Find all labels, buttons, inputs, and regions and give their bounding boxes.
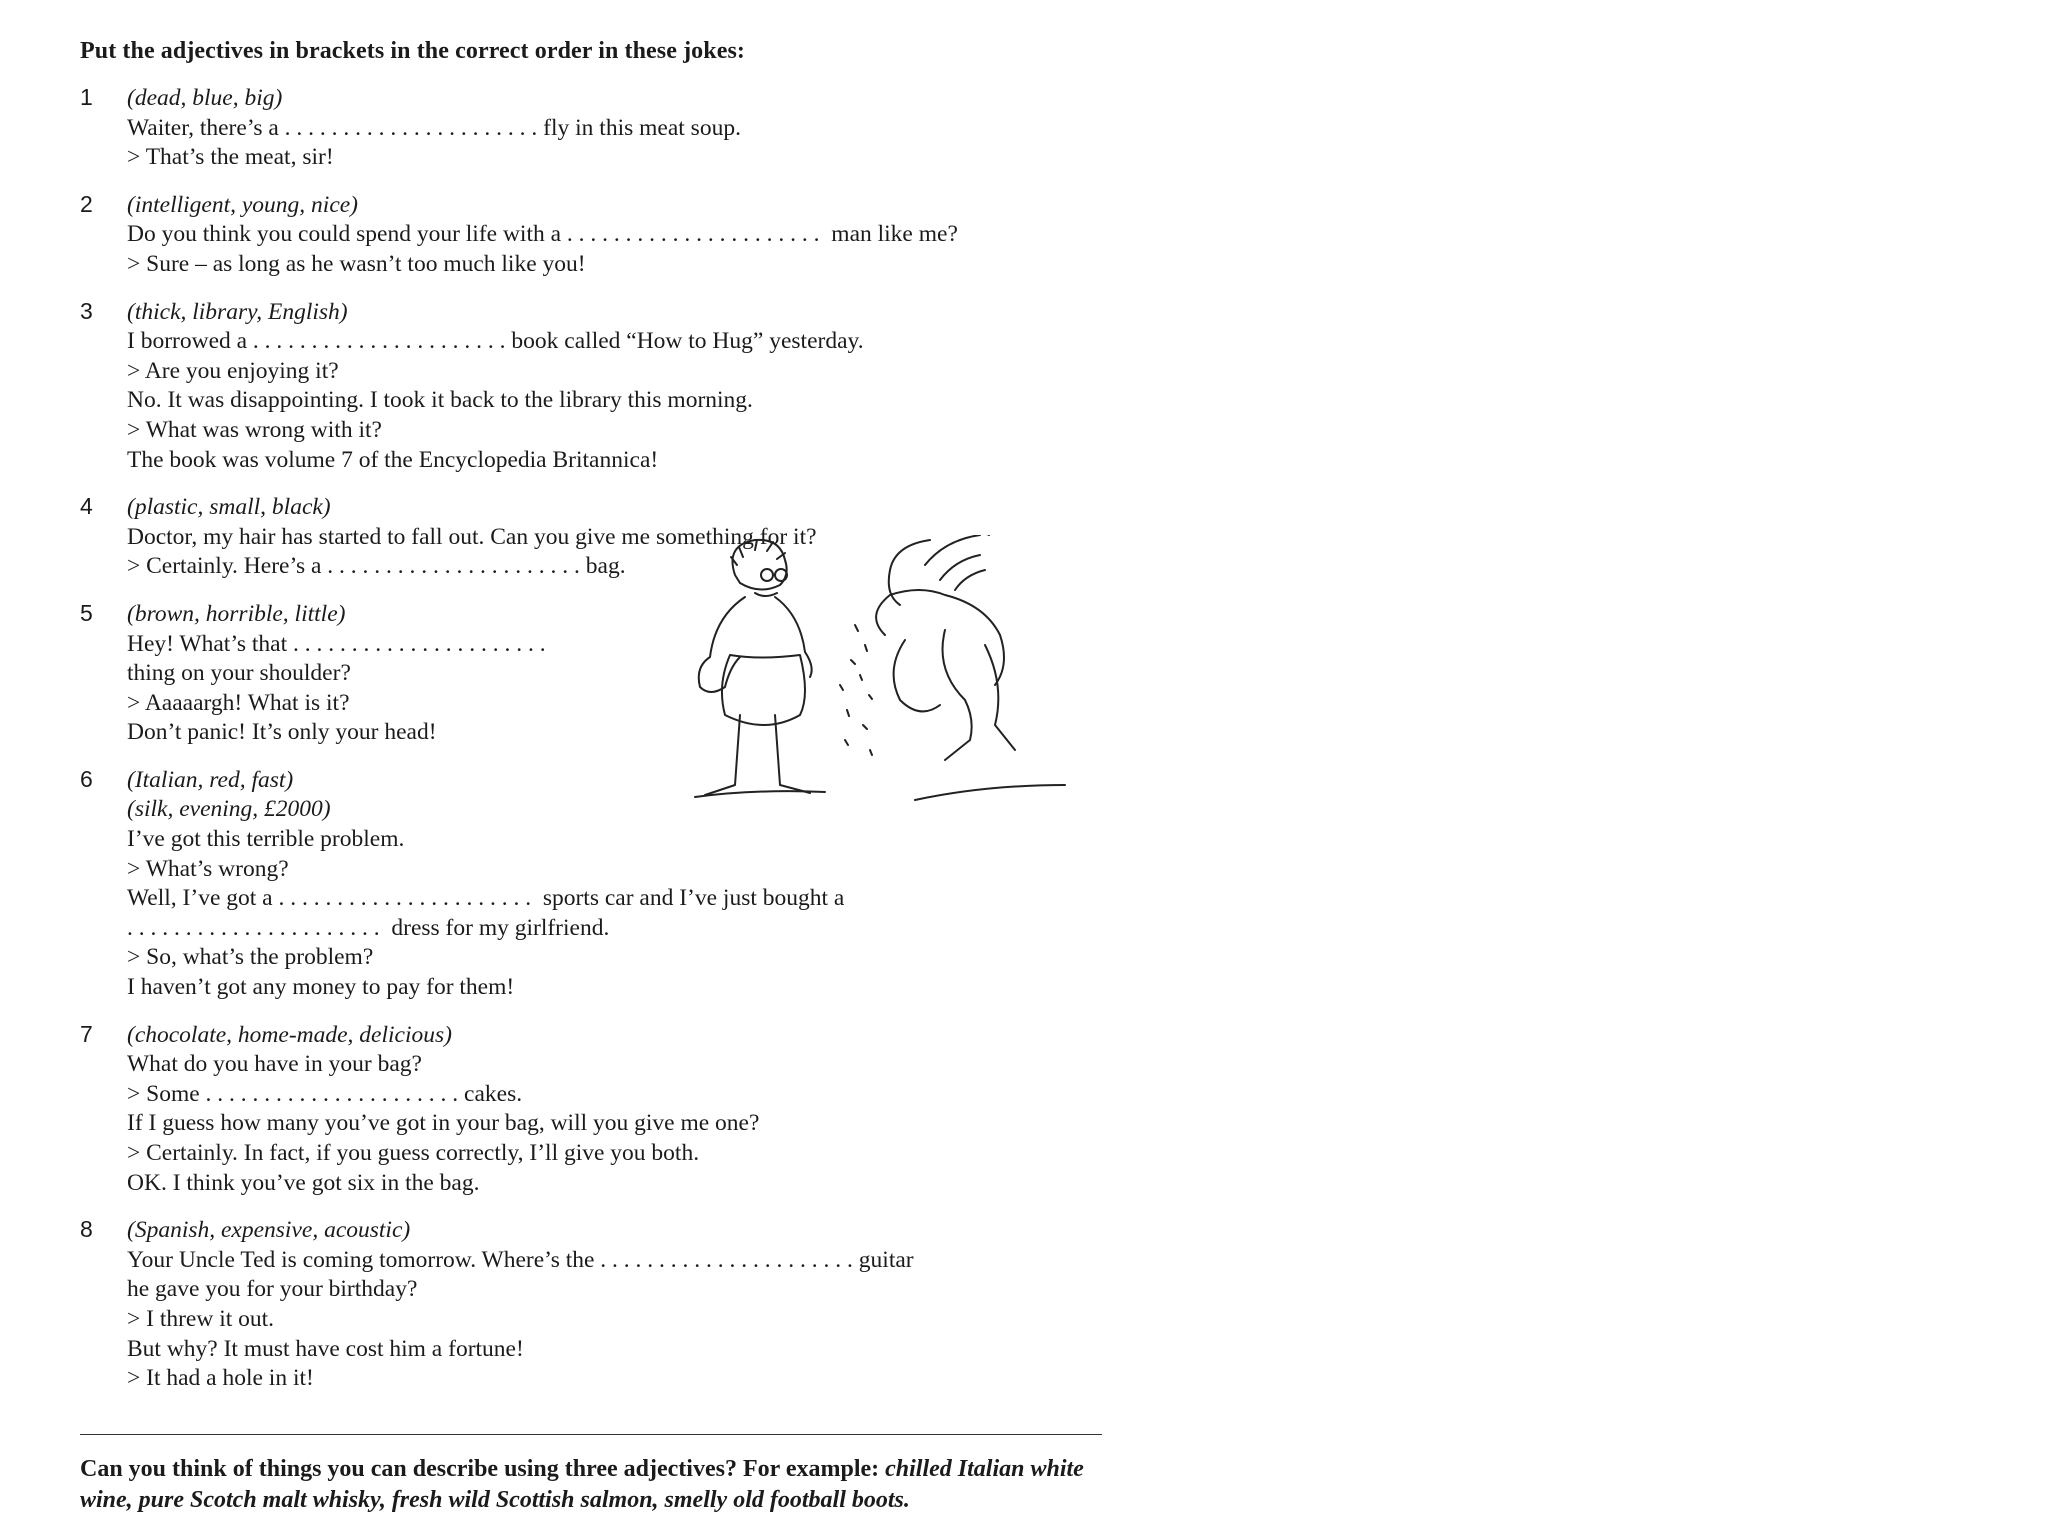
adjective-prompt: (Spanish, expensive, acoustic) bbox=[127, 1217, 411, 1244]
adjective-prompt: (intelligent, young, nice) bbox=[127, 191, 359, 218]
footer-question: Can you think of things you can describe using three adjectives? For example: bbox=[80, 1456, 886, 1482]
joke-line: > I threw it out. bbox=[127, 1305, 275, 1332]
joke-body bbox=[127, 191, 1120, 280]
joke-line: > Are you enjoying it? bbox=[127, 357, 339, 384]
cartoon-illustration bbox=[655, 535, 1075, 865]
joke-line: But why? It must have cost him a fortune! bbox=[127, 1335, 524, 1362]
joke-body bbox=[127, 298, 1120, 476]
joke-line: > Certainly. In fact, if you guess correctly, I’ll give you both. bbox=[127, 1140, 700, 1166]
footer-examples: chilled Italian white wine, pure Scotch malt whisky, fresh wild Scottish salmon, smelly old football boots. bbox=[80, 1456, 1084, 1513]
joke-line: thing on your shoulder? bbox=[127, 660, 351, 687]
joke-body bbox=[127, 1021, 1120, 1199]
joke-body bbox=[127, 1216, 1120, 1394]
joke-line: Well, I’ve got a . . . . . . . . . . . . . . . . . . . . . . sports car and I’ve just bought a bbox=[127, 885, 845, 912]
joke-number: 8 bbox=[80, 1216, 93, 1243]
joke-line: > It had a hole in it! bbox=[127, 1365, 314, 1392]
adjective-prompt: (dead, blue, big) bbox=[127, 85, 283, 111]
joke-line: > What was wrong with it? bbox=[127, 416, 382, 443]
joke-line: What do you have in your bag? bbox=[127, 1051, 422, 1078]
joke-item bbox=[80, 191, 1120, 280]
adjective-prompt: (silk, evening, £2000) bbox=[127, 796, 331, 823]
joke-line: > Sure – as long as he wasn’t too much like you! bbox=[127, 250, 586, 277]
instruction-heading: Put the adjectives in brackets in the correct order in these jokes: bbox=[80, 38, 746, 64]
joke-line: > Aaaaargh! What is it? bbox=[127, 689, 350, 716]
joke-line: > Some . . . . . . . . . . . . . . . . . . . . . . cakes. bbox=[127, 1080, 523, 1107]
joke-line: OK. I think you’ve got six in the bag. bbox=[127, 1169, 480, 1196]
joke-line: Your Uncle Ted is coming tomorrow. Where’s the . . . . . . . . . . . . . . . . . . . . . . guitar bbox=[127, 1246, 914, 1273]
joke-line: If I guess how many you’ve got in your bag, will you give me one? bbox=[127, 1110, 760, 1137]
adjective-prompt: (brown, horrible, little) bbox=[127, 600, 346, 627]
joke-line: Do you think you could spend your life with a . . . . . . . . . . . . . . . . . . . . . . man like me? bbox=[127, 221, 958, 248]
joke-item bbox=[80, 84, 1120, 173]
adjective-prompt: (Italian, red, fast) bbox=[127, 766, 294, 793]
joke-number: 3 bbox=[80, 297, 93, 324]
joke-number: 5 bbox=[80, 599, 93, 626]
joke-line: Don’t panic! It’s only your head! bbox=[127, 719, 437, 746]
joke-number: 4 bbox=[80, 493, 93, 520]
joke-body bbox=[127, 84, 1120, 173]
joke-line: he gave you for your birthday? bbox=[127, 1276, 418, 1303]
joke-number: 7 bbox=[80, 1020, 93, 1047]
joke-item bbox=[80, 298, 1120, 476]
joke-number: 6 bbox=[80, 765, 93, 792]
joke-line: Hey! What’s that . . . . . . . . . . . . . . . . . . . . . . bbox=[127, 630, 546, 657]
adjective-prompt: (plastic, small, black) bbox=[127, 494, 331, 521]
joke-item bbox=[80, 1216, 1120, 1394]
section-divider bbox=[80, 1434, 1102, 1435]
joke-line: I borrowed a . . . . . . . . . . . . . . . . . . . . . . book called “How to Hug” yesterday. bbox=[127, 328, 864, 355]
joke-line: > What’s wrong? bbox=[127, 855, 289, 882]
joke-line: No. It was disappointing. I took it back to the library this morning. bbox=[127, 387, 753, 414]
joke-line: The book was volume 7 of the Encyclopedia Britannica! bbox=[127, 446, 659, 473]
joke-number: 2 bbox=[80, 190, 93, 217]
footer-prompt bbox=[80, 1454, 1120, 1516]
joke-line: . . . . . . . . . . . . . . . . . . . . . . dress for my girlfriend. bbox=[127, 914, 610, 941]
joke-item bbox=[80, 1021, 1120, 1199]
joke-line: Waiter, there’s a . . . . . . . . . . . . . . . . . . . . . . fly in this meat soup. bbox=[127, 114, 741, 141]
adjective-prompt: (thick, library, English) bbox=[127, 298, 348, 325]
joke-line: I’ve got this terrible problem. bbox=[127, 826, 405, 853]
joke-line: > Certainly. Here’s a . . . . . . . . . . . . . . . . . . . . . . bag. bbox=[127, 553, 626, 580]
adjective-prompt: (chocolate, home-made, delicious) bbox=[127, 1021, 452, 1048]
joke-line: I haven’t got any money to pay for them! bbox=[127, 974, 515, 1001]
joke-line: Doctor, my hair has started to fall out. Can you give me something for it? bbox=[127, 523, 817, 550]
joke-line: > That’s the meat, sir! bbox=[127, 144, 334, 171]
joke-line: > So, what’s the problem? bbox=[127, 944, 374, 971]
joke-number: 1 bbox=[80, 84, 93, 110]
